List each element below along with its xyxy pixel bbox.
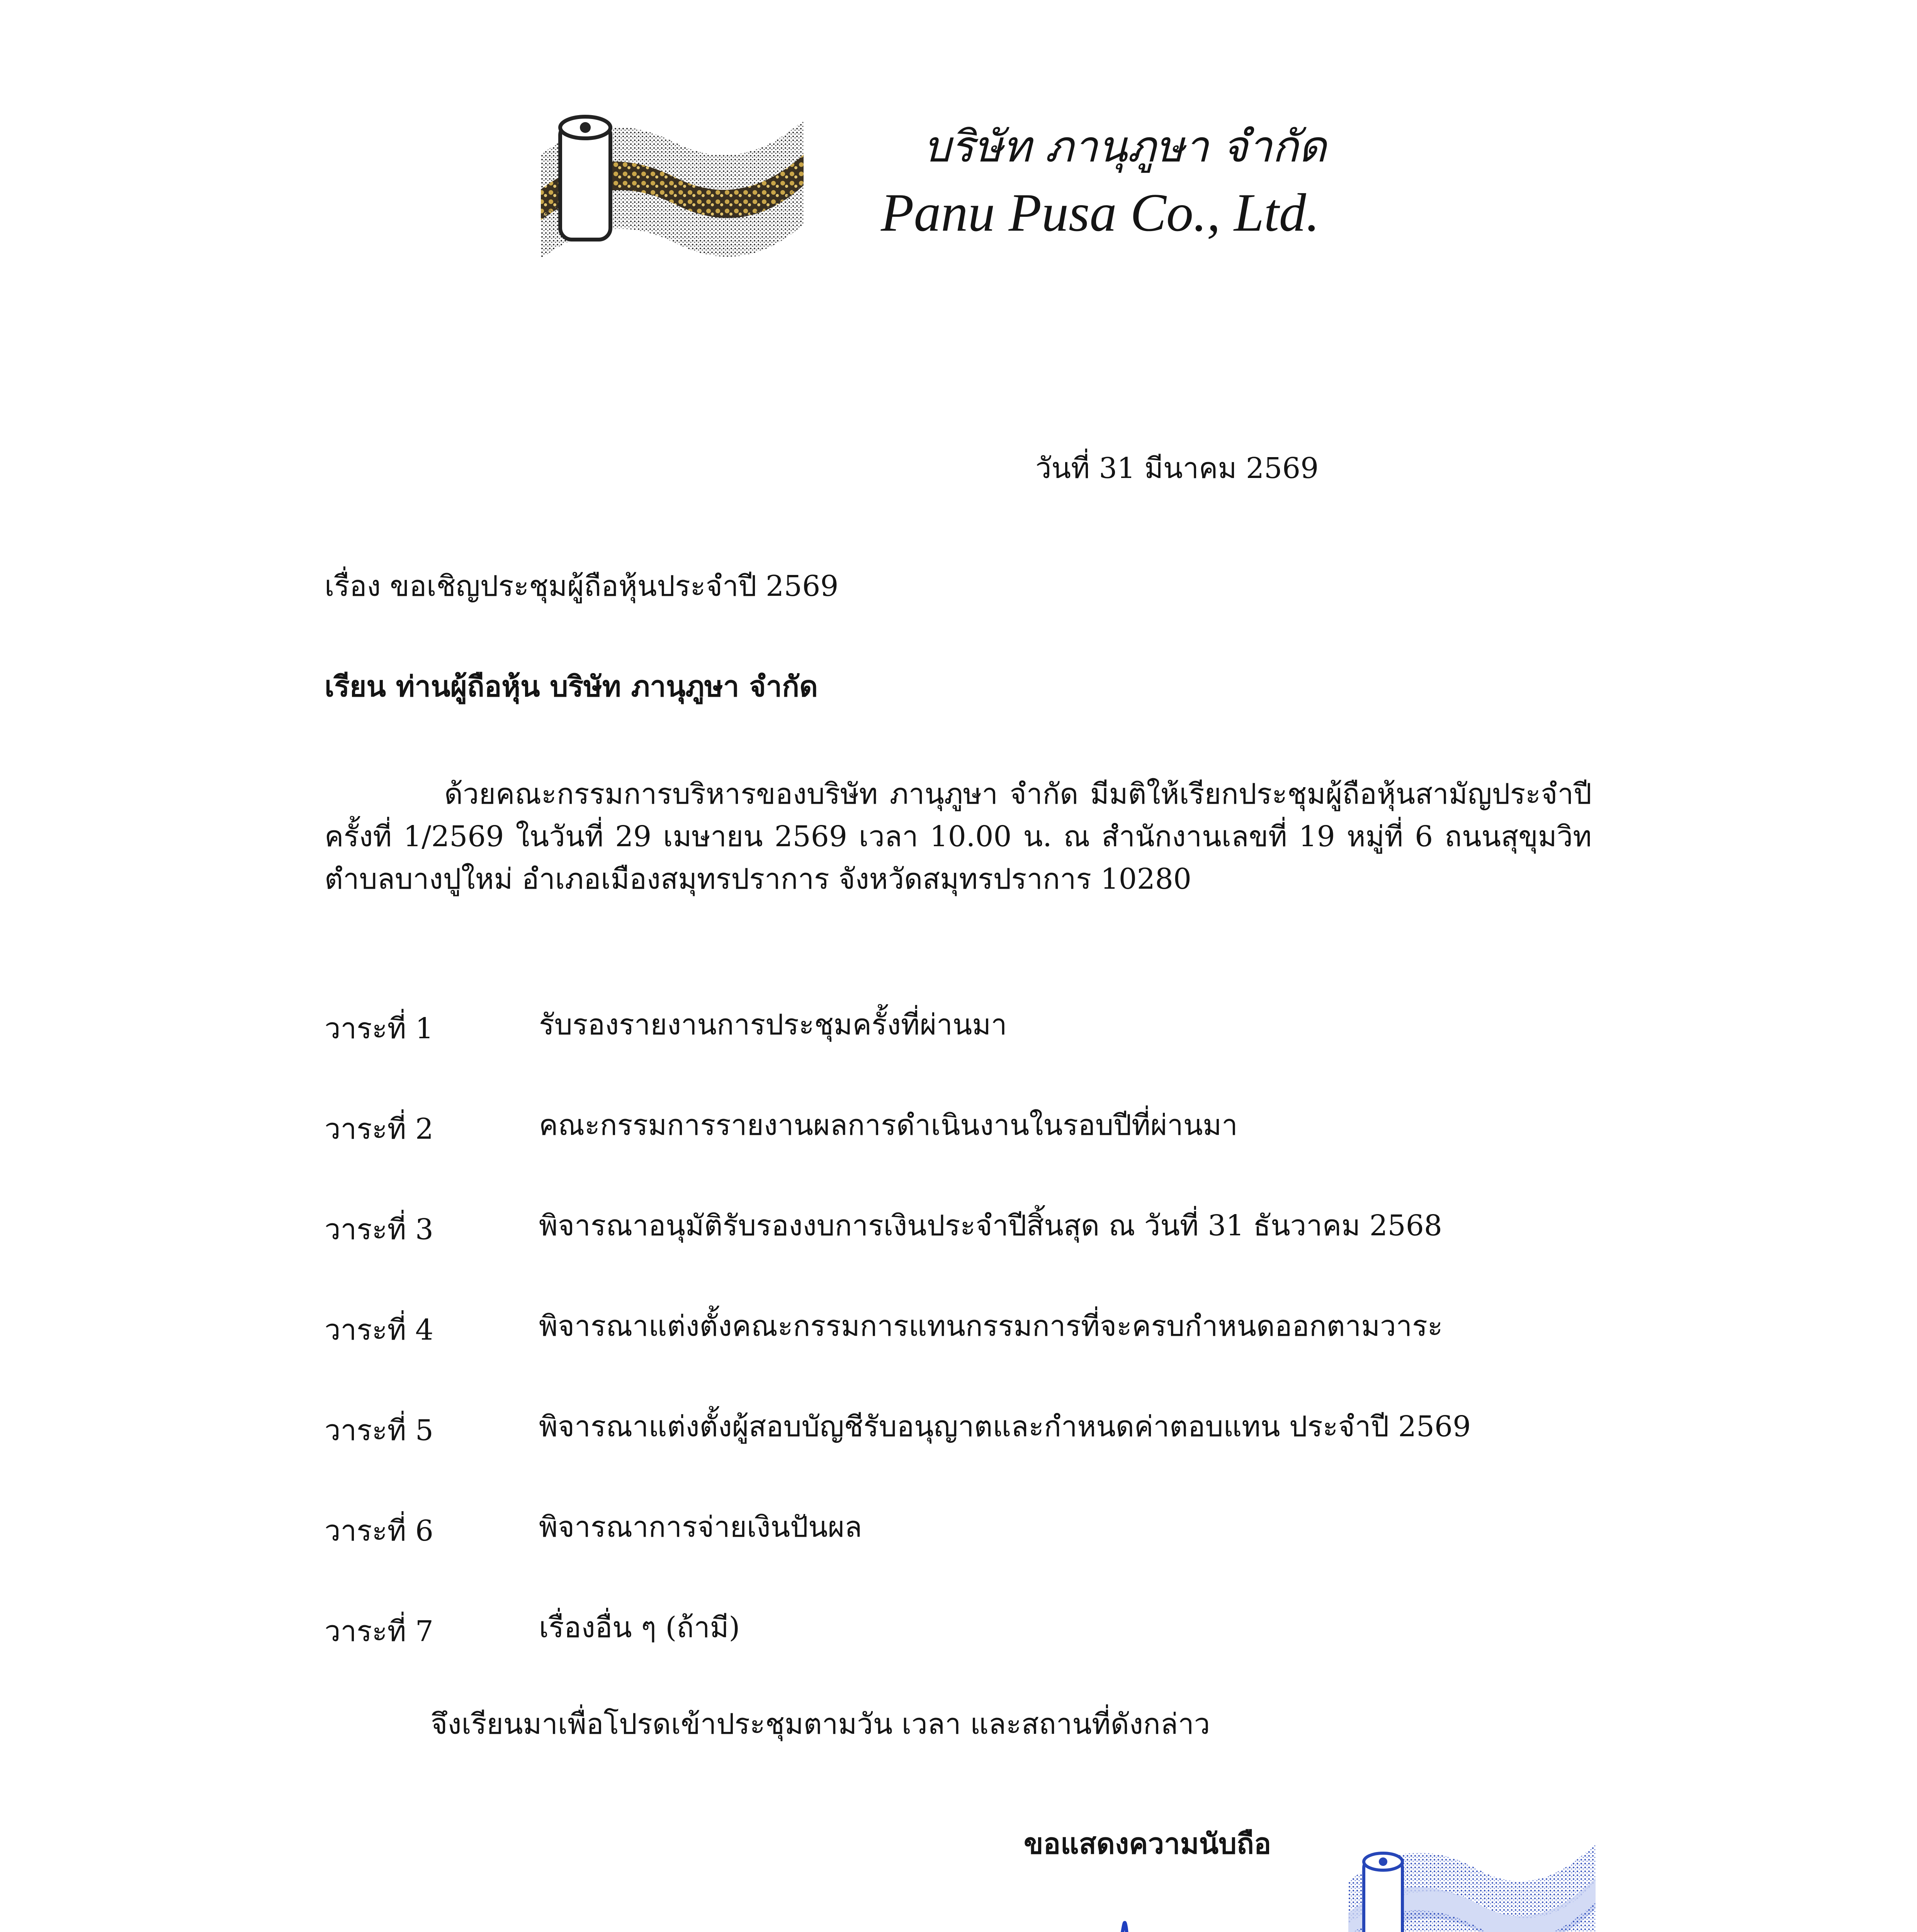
agenda-number: วาระที่ 7 [325,1615,433,1648]
letter-subject: เรื่อง ขอเชิญประชุมผู้ถือหุ้นประจำปี 2569 [325,570,839,603]
company-name-english: Panu Pusa Co., Ltd. [881,183,1320,243]
agenda-item-text: คณะกรรมการรายงานผลการดำเนินงานในรอบปีที่ผ่านมา [539,1109,1238,1142]
closing-sentence: จึงเรียนมาเพื่อโปรดเข้าประชุมตามวัน เวลา และสถานที่ดังกล่าว [431,1708,1210,1741]
company-name-thai: บริษัท ภานุภูษา จำกัด [923,122,1326,172]
agenda-number: วาระที่ 3 [325,1213,433,1246]
agenda-number: วาระที่ 5 [325,1414,433,1447]
agenda-item-text: เรื่องอื่น ๆ (ถ้ามี) [539,1611,740,1644]
agenda-number: วาระที่ 4 [325,1313,433,1347]
agenda-item-text: พิจารณาอนุมัติรับรองงบการเงินประจำปีสิ้นสุด ณ วันที่ 31 ธันวาคม 2568 [539,1209,1442,1242]
body-paragraph [325,773,1592,900]
agenda-number: วาระที่ 2 [325,1112,433,1146]
letter-recipient: เรียน ท่านผู้ถือหุ้น บริษัท ภานุภูษา จำกัด [325,670,818,703]
handwritten-signature [997,1893,1314,1932]
regards-line: ขอแสดงความนับถือ [1024,1827,1271,1861]
agenda-item-text: พิจารณาการจ่ายเงินปันผล [539,1510,862,1544]
agenda-number: วาระที่ 1 [325,1012,433,1045]
agenda-number: วาระที่ 6 [325,1514,433,1548]
letter-date: วันที่ 31 มีนาคม 2569 [1035,452,1319,485]
agenda-item-text: พิจารณาแต่งตั้งคณะกรรมการแทนกรรมการที่จะครบกำหนดออกตามวาระ [539,1310,1443,1343]
company-stamp-logo [1341,1824,1603,1932]
agenda-item-text: รับรองรายงานการประชุมครั้งที่ผ่านมา [539,1008,1007,1041]
agenda-item-text: พิจารณาแต่งตั้งผู้สอบบัญชีรับอนุญาตและกำหนดค่าตอบแทน ประจำปี 2569 [539,1410,1471,1443]
body-text: ด้วยคณะกรรมการบริหารของบริษัท ภานุภูษา จำกัด มีมติให้เรียกประชุมผู้ถือหุ้นสามัญประจำปี ครั้งที่ 1/2569 ในวันที่ 29 เมษายน 2569 เวลา 10.00 น. ณ สำนักงานเลขที่ 19 หมู่ที่ 6 ถนนสุขุมวิท ตำบลบางปูใหม่ อำเภอเมืองสมุทรปราการ จังหวัดสมุทรปราการ 10280 [325,777,1592,896]
company-logo [529,97,811,267]
